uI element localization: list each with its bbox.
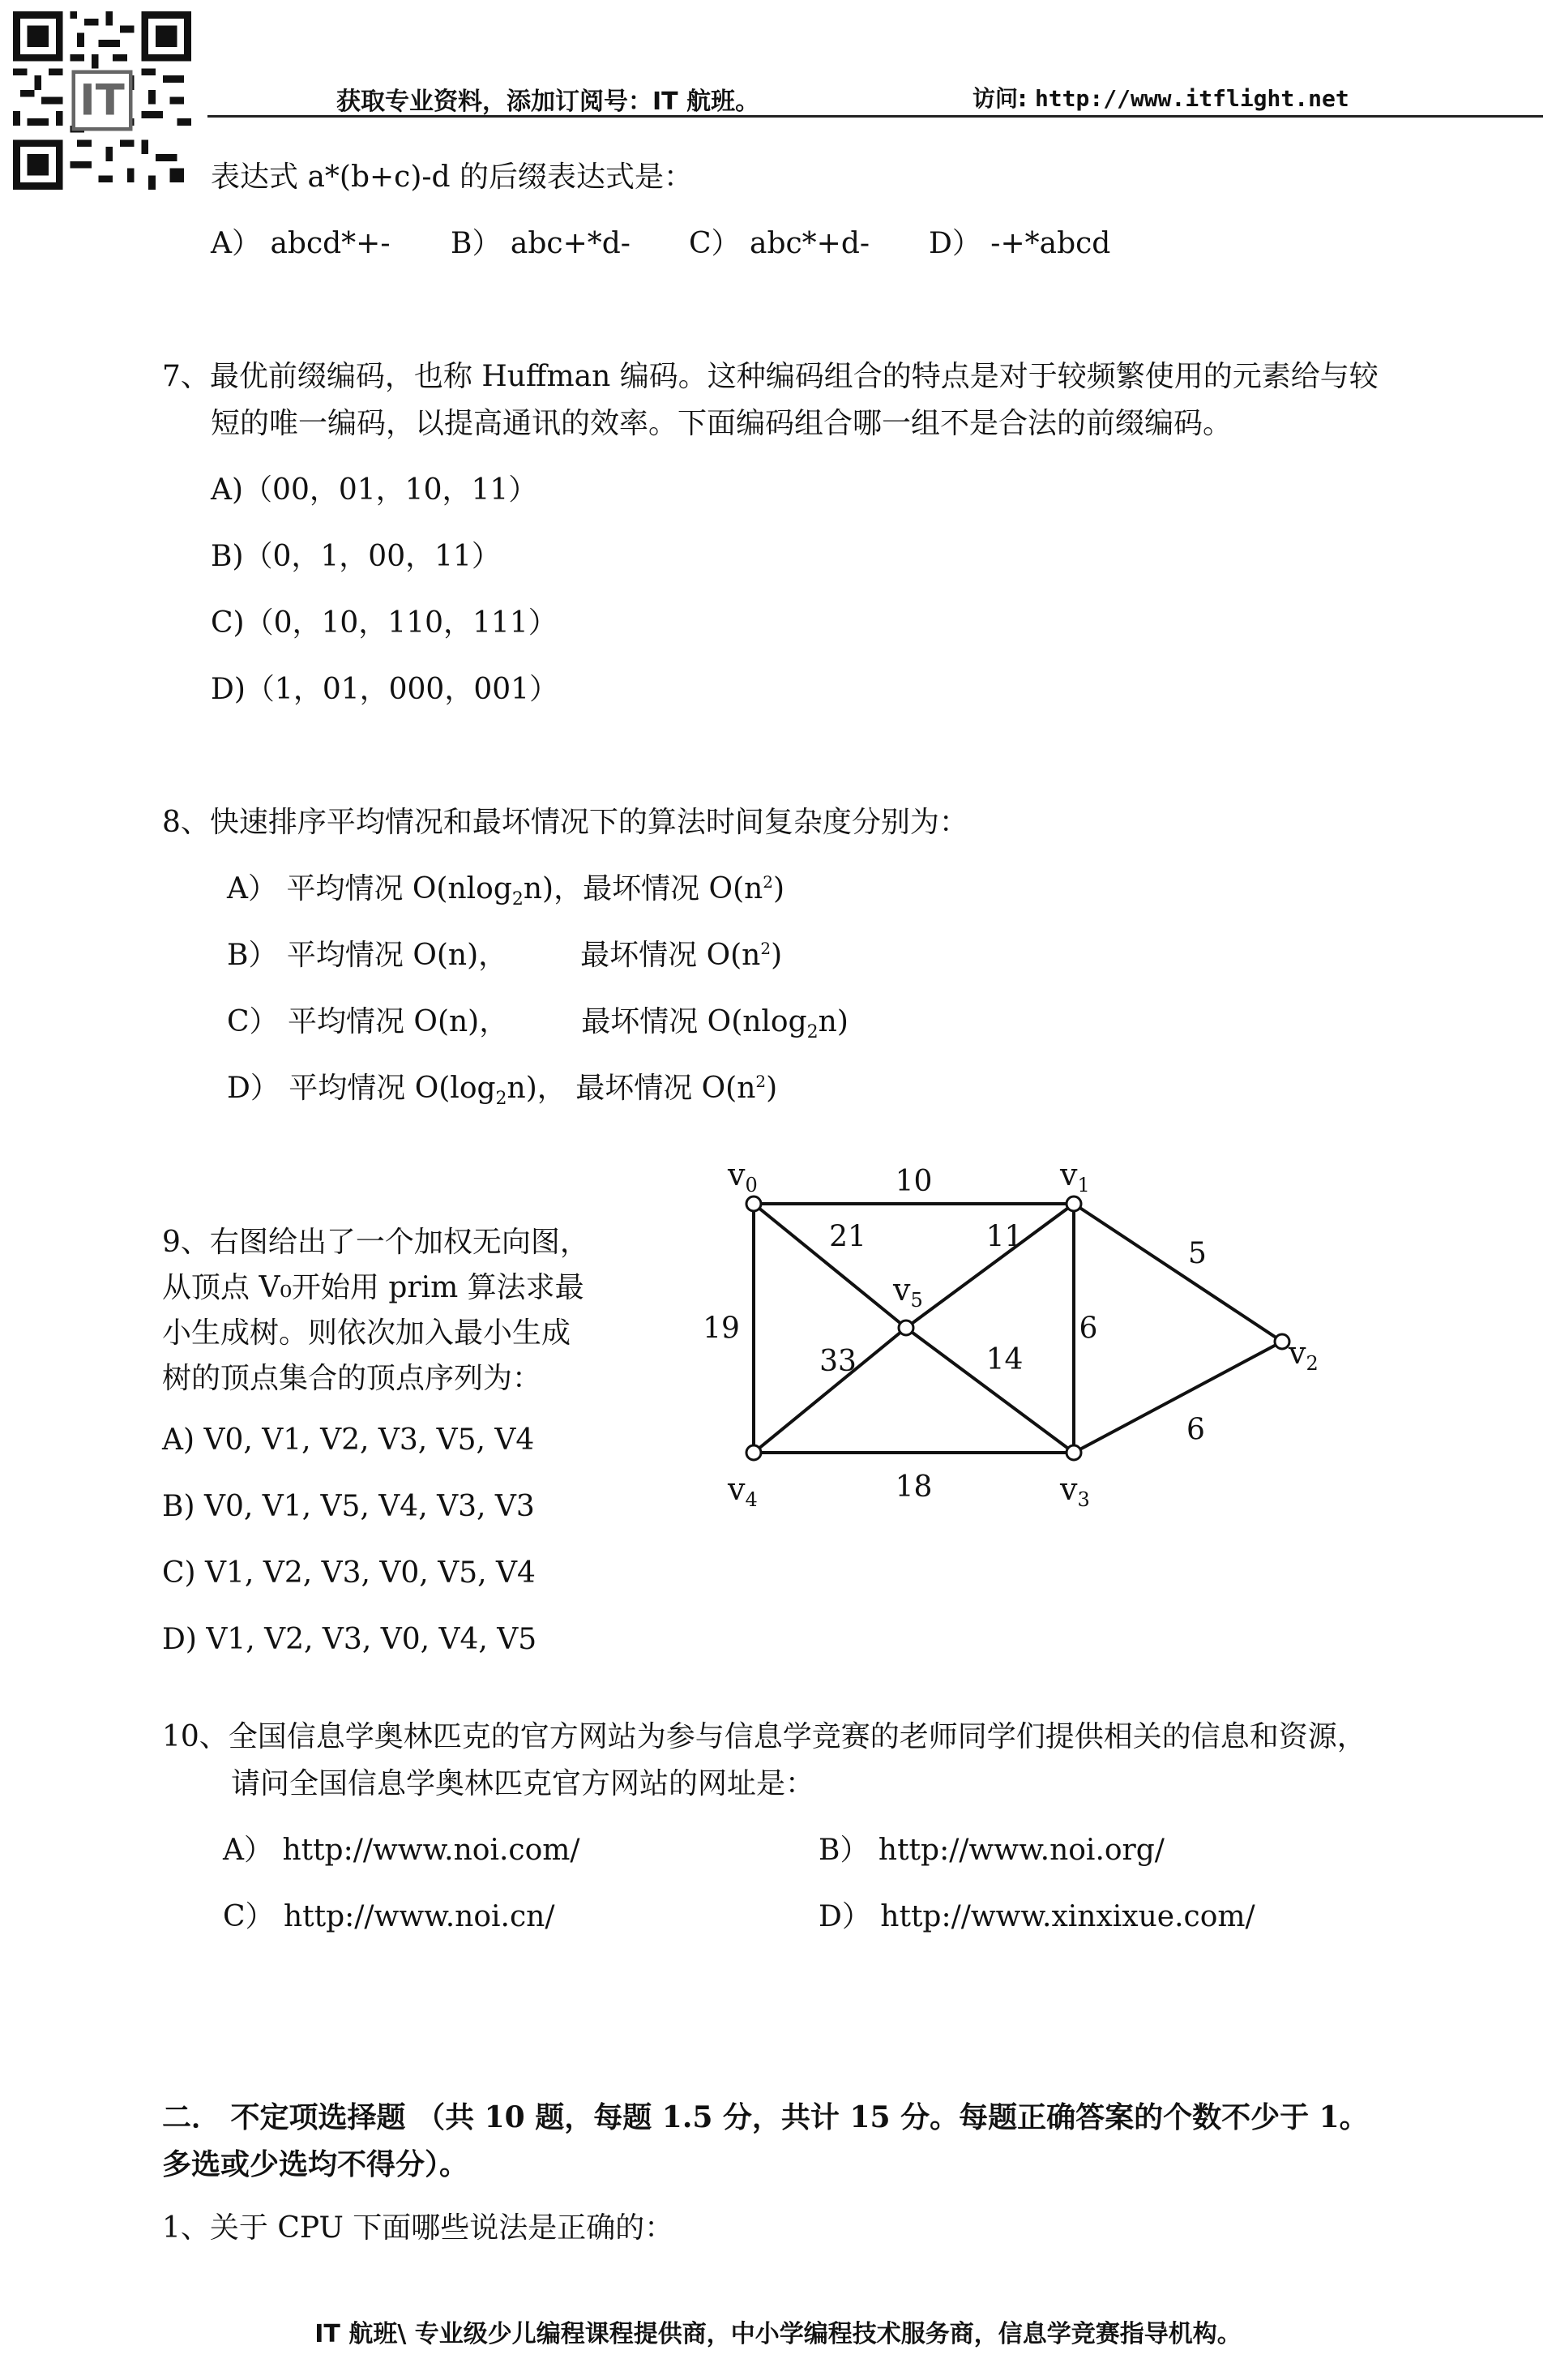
edge-weight-v4-v5: 33	[819, 1345, 857, 1378]
q10-option-a: A） http://www.noi.com/	[223, 1834, 580, 1867]
q8-option-a: A） 平均情况 O(nlog$_2$n)，最坏情况 $O(n^2)$	[227, 872, 785, 910]
q10-option-c: C） http://www.noi.cn/	[223, 1900, 555, 1933]
q9-option-b: B) V0, V1, V5, V4, V3, V3	[162, 1490, 535, 1523]
edge-weight-v1-v2: 5	[1188, 1237, 1207, 1270]
q6-option-a: A） abcd*+-	[211, 227, 391, 260]
section2-heading-line2: 多选或少选均不得分）。	[162, 2147, 469, 2181]
header-subscribe-text: 获取专业资料，添加订阅号：IT 航班。	[336, 88, 760, 116]
vertex-label-v2: $v_2$	[1289, 1335, 1319, 1375]
edge-weight-v1-v5: 11	[985, 1220, 1024, 1254]
q9-stem-line2: 从顶点 V₀开始用 prim 算法求最	[162, 1271, 584, 1304]
header-url-link[interactable]: http://www.itflight.net	[1034, 85, 1349, 112]
q9-option-a: A) V0, V1, V2, V3, V5, V4	[162, 1423, 535, 1457]
vertex-v1	[1067, 1196, 1081, 1211]
q8-stem: 8、快速排序平均情况和最坏情况下的算法时间复杂度分别为：	[162, 806, 968, 839]
q7-option-b: B)（0，1，00，11）	[211, 540, 501, 573]
vertex-v0	[746, 1196, 761, 1211]
q9-stem-line3: 小生成树。则依次加入最小生成	[162, 1316, 571, 1350]
q9-option-d: D) V1, V2, V3, V0, V4, V5	[162, 1623, 537, 1656]
q7-option-d: D)（1，01，000，001）	[211, 673, 559, 706]
qr-code-icon	[13, 11, 191, 190]
q10-option-d: D） http://www.xinxixue.com/	[819, 1900, 1255, 1933]
header-divider	[207, 115, 1543, 118]
section2-heading-line1: 二． 不定项选择题 （共 10 题，每题 1.5 分，共计 15 分。每题正确答案的个数不少于 1。	[162, 2100, 1369, 2134]
vertex-label-v1: $v_1$	[1060, 1157, 1090, 1196]
vertex-label-v0: $v_0$	[728, 1157, 758, 1196]
q9-option-c: C) V1, V2, V3, V0, V5, V4	[162, 1556, 536, 1590]
edge-weight-v4-v3: 18	[895, 1470, 933, 1504]
header-visit	[972, 81, 1349, 113]
edge-v1-v2	[1074, 1204, 1282, 1342]
header-visit-label: 访问:	[972, 85, 1028, 112]
vertex-v2	[1275, 1334, 1289, 1349]
q10-stem-line1: 10、全国信息学奥林匹克的官方网站为参与信息学竞赛的老师同学们提供相关的信息和资源，	[162, 1720, 1366, 1753]
edge-weight-v0-v4: 19	[703, 1312, 740, 1346]
q9-stem-line4: 树的顶点集合的顶点序列为：	[162, 1362, 542, 1395]
edge-weight-v5-v3: 14	[985, 1343, 1024, 1376]
q7-stem-line1: 7、最优前缀编码，也称 Huffman 编码。这种编码组合的特点是对于较频繁使用的元素给与较	[162, 360, 1379, 393]
q6-stem: 表达式 a*(b+c)-d 的后缀表达式是：	[211, 161, 694, 194]
q10-option-b: B） http://www.noi.org/	[819, 1834, 1165, 1867]
vertex-label-v3: $v_3$	[1060, 1471, 1090, 1511]
q6-option-c: C） abc*+d-	[689, 227, 870, 260]
q7-option-a: A)（00，01，10，11）	[211, 473, 538, 507]
edge-v3-v2	[1074, 1342, 1282, 1453]
svg-text:IT: IT	[79, 75, 125, 126]
vertex-label-v4: $v_4$	[728, 1471, 758, 1511]
vertex-label-v5: $v_5$	[893, 1272, 923, 1312]
q7-stem-line2: 短的唯一编码，以提高通讯的效率。下面编码组合哪一组不是合法的前缀编码。	[211, 407, 1233, 440]
edge-weight-v1-v3: 6	[1079, 1312, 1098, 1346]
q10-stem-line2: 请问全国信息学奥林匹克官方网站的网址是：	[231, 1767, 815, 1800]
vertex-v3	[1067, 1445, 1081, 1460]
edge-weight-v0-v1: 10	[895, 1165, 933, 1198]
q6-option-d: D） -+*abcd	[929, 227, 1111, 260]
vertex-v4	[746, 1445, 761, 1460]
q6-option-b: B） abc+*d-	[451, 227, 631, 260]
page-footer: IT 航班\ 专业级少儿编程课程提供商，中小学编程技术服务商，信息学竞赛指导机构。	[314, 2320, 1242, 2348]
q7-option-c: C)（0，10，110，111）	[211, 606, 558, 640]
q8-option-b: B） 平均情况 O(n)， 最坏情况 $O(n^2)$	[227, 939, 783, 972]
weighted-graph-diagram	[697, 1151, 1362, 1524]
q8-option-d: D） 平均情况 $O(\log_2n)$， 最坏情况 $O(n^2)$	[227, 1072, 778, 1110]
edge-weight-v3-v2: 6	[1186, 1413, 1205, 1447]
edge-weight-v0-v5: 21	[829, 1220, 866, 1254]
section2-q1-stem: 1、关于 CPU 下面哪些说法是正确的：	[162, 2211, 674, 2245]
q8-option-c: C） 平均情况 O(n)， 最坏情况 O(nlog$_2$n)	[227, 1005, 849, 1043]
q9-stem-line1: 9、右图给出了一个加权无向图，	[162, 1226, 589, 1259]
vertex-v5	[899, 1321, 913, 1335]
